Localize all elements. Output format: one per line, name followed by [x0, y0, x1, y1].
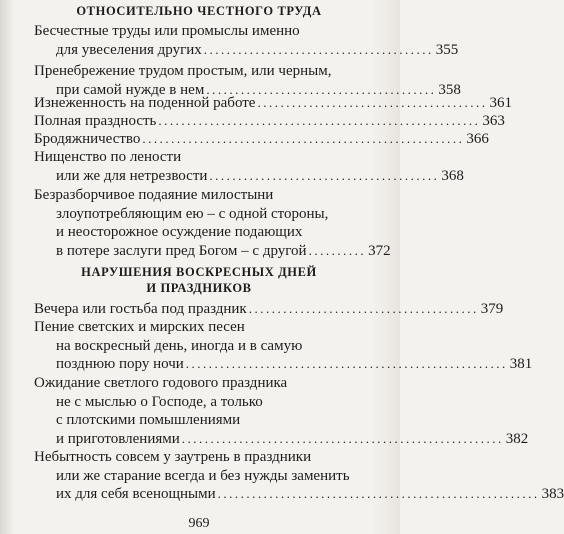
- entry-last-line: [34, 41, 459, 60]
- entry-last-line: [34, 300, 504, 319]
- dot-leader: ........................................................: [217, 486, 540, 501]
- dot-leader: ........................................: [209, 167, 440, 183]
- entry-text: позднюю пору ночи: [56, 356, 184, 372]
- entry-line: злоупотребляющим ею – с одной стороны,: [56, 205, 329, 222]
- entry-line: или же старание всегда и без нужды заменить: [56, 467, 350, 484]
- entry-text: Вечера или гостьба под праздник: [34, 301, 247, 317]
- toc-entry: [34, 186, 391, 260]
- entry-line: с плотскими помышлениями: [56, 412, 241, 428]
- page-number: 383: [541, 486, 564, 502]
- entry-last-line: [34, 242, 391, 261]
- page-number: 363: [482, 113, 505, 129]
- left-page-edge: [0, 0, 14, 534]
- dot-leader: ........................................................: [181, 430, 504, 446]
- section-heading-line: НАРУШЕНИЯ ВОСКРЕСНЫХ ДНЕЙ: [81, 265, 317, 279]
- entry-last-line: [34, 94, 512, 113]
- toc-entry: [34, 112, 505, 131]
- dot-leader: ........................................................: [185, 356, 508, 371]
- entry-line: Безразборчивое подаяние милостыни: [34, 187, 274, 203]
- entry-line: Небытность совсем у заутрень в праздники: [34, 449, 312, 465]
- entry-text: или же для нетрезвости: [56, 167, 208, 184]
- dot-leader: ........................................: [248, 301, 479, 316]
- page-folio: 969: [188, 516, 210, 531]
- page-number: 382: [505, 430, 529, 447]
- entry-line: и неосторожное осуждение подающих: [56, 224, 303, 240]
- page-number: 379: [480, 301, 504, 317]
- section-heading: [34, 264, 364, 296]
- toc-entry: [34, 448, 564, 504]
- entry-last-line: [34, 355, 533, 374]
- toc-entry: [34, 300, 504, 319]
- entry-line: на воскресный день, иногда и в самую: [56, 337, 303, 354]
- dot-leader: ........................................................: [142, 131, 465, 146]
- dot-leader: ..........: [308, 242, 367, 258]
- entry-text: их для себя всенощными: [56, 486, 216, 502]
- page-number: 368: [441, 167, 464, 184]
- dot-leader: ........................................: [257, 95, 488, 110]
- toc-entry: [34, 94, 512, 113]
- entry-line: не с мыслью о Господе, а только: [56, 393, 263, 410]
- section-heading-line: И ПРАЗДНИКОВ: [146, 281, 252, 295]
- entry-text: Полная праздность: [34, 113, 157, 129]
- entry-last-line: [34, 167, 464, 186]
- entry-last-line: [34, 485, 564, 504]
- toc-entry: [34, 374, 529, 448]
- entry-text: и приготовлениями: [56, 430, 180, 447]
- entry-line: Пение светских и мирских песен: [34, 319, 245, 335]
- entry-line: Нищенство по лености: [34, 149, 182, 165]
- entry-line: Бесчестные труды или промыслы именно: [34, 23, 300, 39]
- entry-last-line: [34, 130, 489, 149]
- page-number: 358: [438, 81, 461, 98]
- page-number: 372: [368, 242, 391, 259]
- toc-entry: [34, 130, 489, 149]
- dot-leader: ........................................................: [158, 113, 481, 128]
- entry-text: Бродяжничество: [34, 131, 141, 147]
- entry-line: Пренебрежение трудом простым, или черным,: [34, 63, 332, 79]
- section-heading: ОТНОСИТЕЛЬНО ЧЕСТНОГО ТРУДА: [76, 4, 322, 18]
- entry-text: в потере заслуги пред Богом – с другой: [56, 242, 307, 259]
- page-number: 355: [435, 41, 459, 58]
- page-number: 366: [466, 131, 489, 147]
- toc-page: [34, 0, 564, 534]
- page-number: 381: [509, 356, 533, 372]
- dot-leader: ........................................: [203, 41, 434, 57]
- entry-last-line: [34, 112, 505, 131]
- entry-text: Изнеженность на поденной работе: [34, 95, 256, 111]
- entry-line: Ожидание светлого годового праздника: [34, 375, 288, 391]
- toc-entry: [34, 22, 459, 59]
- entry-text: для увеселения других: [56, 41, 202, 58]
- entry-last-line: [34, 430, 529, 449]
- entry-text: при самой нужде в нем: [56, 81, 205, 98]
- page-number: 361: [489, 95, 512, 111]
- toc-entry: [34, 318, 533, 374]
- dot-leader: ........................................: [206, 81, 437, 97]
- toc-entry: [34, 148, 464, 185]
